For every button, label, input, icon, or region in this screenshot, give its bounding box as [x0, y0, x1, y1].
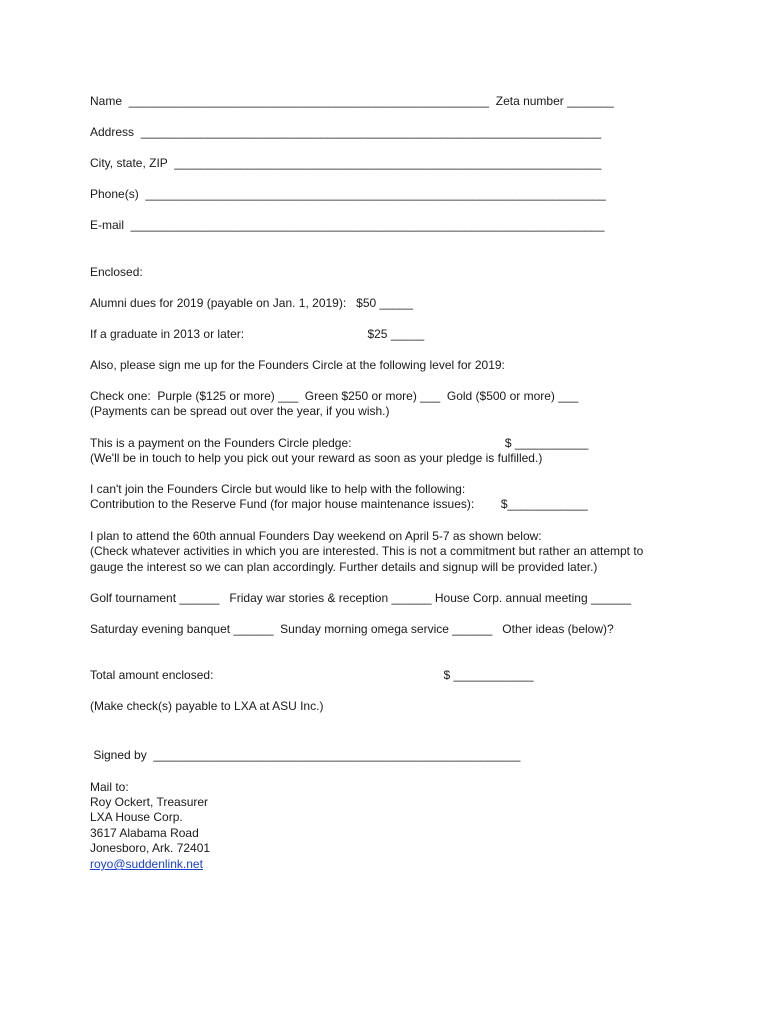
- total-amount-line[interactable]: Total amount enclosed: $ ____________: [90, 668, 534, 682]
- founders-day-note-1: (Check whatever activities in which you are interested. This is not a commitment but rather an attempt to: [90, 544, 644, 558]
- name-field-line[interactable]: Name ______________________________________________________ Zeta number _______: [90, 94, 614, 108]
- reserve-fund-contribution[interactable]: Contribution to the Reserve Fund (for major house maintenance issues): $____________: [90, 497, 588, 511]
- mail-to-city: Jonesboro, Ark. 72401: [90, 841, 211, 855]
- mail-to-street: 3617 Alabama Road: [90, 826, 199, 840]
- pledge-payment-line[interactable]: This is a payment on the Founders Circle pledge: $ ___________: [90, 436, 589, 450]
- phone-field-line[interactable]: Phone(s) _____________________________________________________________________: [90, 187, 606, 201]
- reserve-fund-intro: I can't join the Founders Circle but would like to help with the following:: [90, 482, 466, 496]
- mail-to-org: LXA House Corp.: [90, 810, 183, 824]
- signature-line[interactable]: Signed by _______________________________________________________: [90, 748, 521, 762]
- email-link[interactable]: royo@suddenlink.net: [90, 857, 203, 871]
- enclosed-heading: Enclosed:: [90, 265, 143, 279]
- pledge-note: (We'll be in touch to help you pick out your reward as soon as your pledge is fulfilled.): [90, 451, 543, 465]
- founders-circle-levels[interactable]: Check one: Purple ($125 or more) ___ Green $250 or more) ___ Gold ($500 or more) ___: [90, 389, 579, 403]
- activities-row-2[interactable]: Saturday evening banquet ______ Sunday morning omega service ______ Other ideas (below)?: [90, 622, 614, 636]
- graduate-dues-line[interactable]: If a graduate in 2013 or later: $25 _____: [90, 327, 425, 341]
- mail-to-name: Roy Ockert, Treasurer: [90, 795, 209, 809]
- founders-day-intro: I plan to attend the 60th annual Founders Day weekend on April 5-7 as shown below:: [90, 529, 542, 543]
- mail-to-heading: Mail to:: [90, 780, 129, 794]
- city-state-zip-field-line[interactable]: City, state, ZIP ________________________________________________________________: [90, 156, 602, 170]
- payments-spread-note: (Payments can be spread out over the year, if you wish.): [90, 404, 390, 418]
- payable-note: (Make check(s) payable to LXA at ASU Inc.): [90, 699, 324, 713]
- alumni-dues-line[interactable]: Alumni dues for 2019 (payable on Jan. 1, 2019): $50 _____: [90, 296, 413, 310]
- activities-row-1[interactable]: Golf tournament ______ Friday war stories & reception ______ House Corp. annual meeting ______: [90, 591, 631, 605]
- founders-circle-intro: Also, please sign me up for the Founders Circle at the following level for 2019:: [90, 358, 505, 372]
- address-field-line[interactable]: Address _____________________________________________________________________: [90, 125, 602, 139]
- email-field-line[interactable]: E-mail _______________________________________________________________________: [90, 218, 605, 232]
- founders-day-note-2: gauge the interest so we can plan accordingly. Further details and signup will be provided later.): [90, 560, 598, 574]
